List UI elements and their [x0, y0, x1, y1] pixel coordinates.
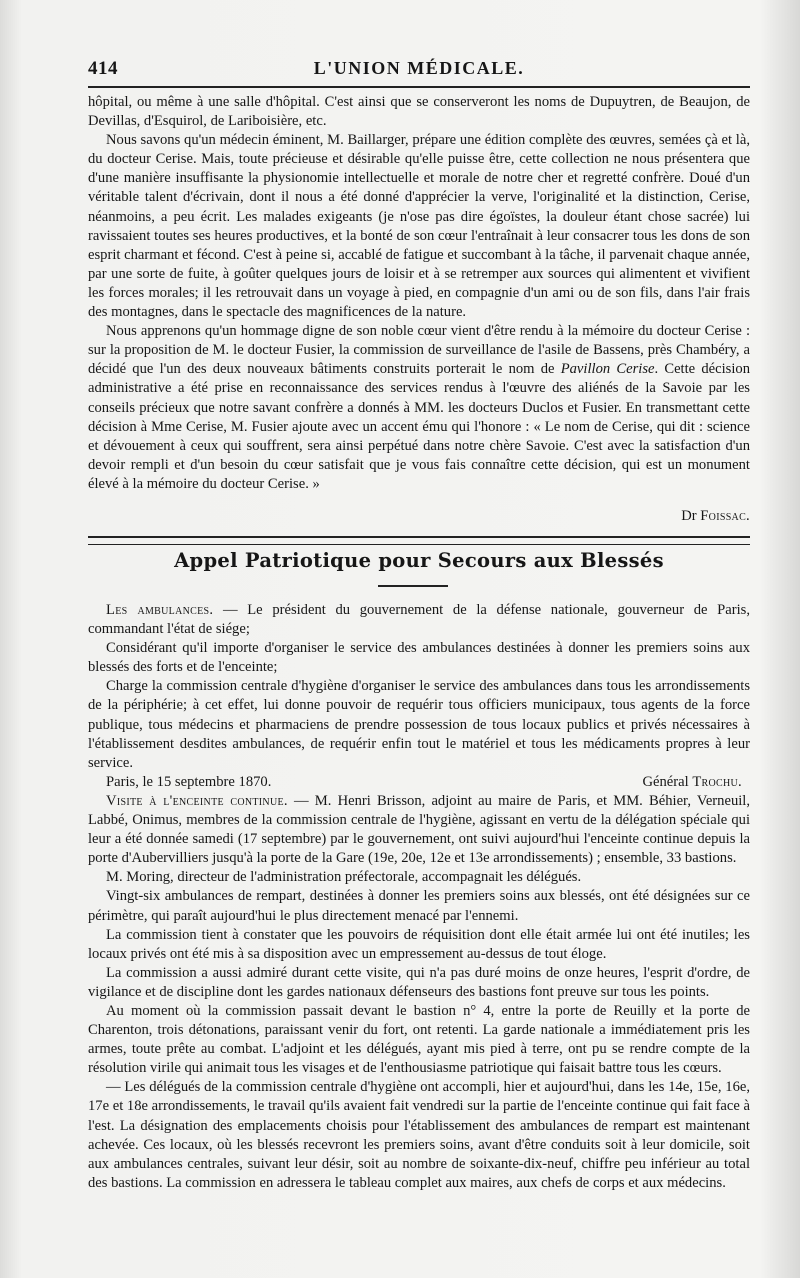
page-header: [88, 54, 750, 84]
paragraph: Nous savons qu'un médecin éminent, M. Baillarger, prépare une édition complète des œuvres, semées çà et là, du docteur Cerise. Mais, toute précieuse et désirable qu'elle puisse être, cette collection ne nous présentera que d'une manière insuffisante la physionomie intellectuelle et morale de notre cher et regretté confrère. Doué d'un véritable talent d'écrivain, dont il nous a été donné d'apprécier la verve, l'originalité et la distinction, Cerise, néanmoins, a peu écrit. Les malades exigeants (je n'ose pas dire égoïstes, la douleur étant chose sacrée) lui ravissaient toutes ses heures productives, et la bonté de son cœur l'entraînait à leur consacrer tous les dons de son esprit charmant et fécond. C'est à peine si, accablé de fatigue et succombant à la tâche, il parvenait chaque année, par une sorte de fuite, à goûter quelques jours de loisir et à se retremper aux sources qui alimentent et vivifient les forces morales; il les retrouvait dans un voyage à pied, en compagnie d'un ami ou de son fils, dans l'air frais des montagnes, dans le spectacle des magnificences de la nature.: [88, 132, 750, 321]
paragraph-lead: Les ambulances.: [106, 602, 214, 618]
paragraph: [88, 792, 750, 868]
paragraph: Vingt-six ambulances de rempart, destinées à donner les premiers soins aux blessés, ont été désignées sur ce périmètre, qui paraît aujourd'hui le plus directement menacé par l'ennemi.: [88, 888, 750, 924]
signature-title: Dr: [681, 508, 701, 524]
text-run: — Le président du gouvernement de la défense nationale, gouverneur de Paris, commandant l'état de siége;: [88, 602, 751, 638]
signatory-name: Trochu.: [692, 773, 742, 790]
paragraph: [88, 322, 750, 494]
paragraph: La commission tient à constater que les pouvoirs de réquisition dont elle était armée lui ont été inutiles; les locaux privés ont été mis à sa disposition avec un empressement au-dessus de tout éloge.: [88, 926, 750, 962]
section-divider: [88, 536, 750, 545]
paragraph: — Les délégués de la commission centrale d'hygiène ont accompli, hier et aujourd'hui, dans les 14e, 15e, 16e, 17e et 18e arrondissements, le travail qu'ils avaient fait vendredi sur la partie de l'enceinte continue qui fait face à l'est. La désignation des emplacements choisis pour l'établissement des ambulances de rempart est maintenant achevée. Ces locaux, où les blessés recevront les premiers soins, avant d'être conduits soit à leur domicile, soit aux ambulances centrales, suivant leur désir, soit au nombre de soixante-dix-neuf, chiffre peu inférieur au total des bastions. La commission en adressera le tableau complet aux maires, aux chefs de corps et aux médecins.: [88, 1079, 750, 1191]
pavilion-name: Pavillon Cerise: [560, 361, 655, 378]
title-underline: [378, 585, 448, 587]
paragraph: La commission a aussi admiré durant cette visite, qui n'a pas duré moins de onze heures, l'esprit d'ordre, de vigilance et de discipline dont les gardes nationaux défenseurs des bastions font preuve sur tous les points.: [88, 964, 750, 1000]
page-number: 414: [88, 58, 118, 79]
obituary-article: [88, 93, 750, 494]
paragraph: Au moment où la commission passait devant le bastion n° 4, entre la porte de Reuilly et la porte de Charenton, trois détonations, paraissant venir du fort, ont retenti. La garde nationale a immédiatement pris les armes, toute prête au combat. L'adjoint et les délégués, ayant mis pied à terre, ont pu se rendre compte de la résolution virile qui animait tous les visages et de l'enthousiasme patriotique qui faisait battre tous les cœurs.: [88, 1002, 750, 1077]
signatory-title: Général: [642, 773, 693, 790]
paragraph-lead: Visite à l'enceinte continue.: [106, 792, 288, 809]
author-signature: [681, 508, 750, 525]
decree-date-line: [88, 773, 750, 792]
paragraph: Charge la commission centrale d'hygiène d'organiser le service des ambulances dans tous les arrondissements de la périphérie; à cet effet, lui donne pouvoir de requérir tous officiers municipaux, tous agents de la force publique, tous médecins et pharmaciens de prendre possession de tous locaux publics et privés nécessaires à l'établissement desdites ambulances, de requérir enfin tout le matériel et tous les médicaments propres à leur service.: [88, 678, 750, 771]
paragraph: [88, 601, 750, 639]
text-run: Nous apprenons qu'un hommage digne de son noble cœur vient d'être rendu à la mémoire du docteur Cerise : sur la proposition de M. le docteur Fusier, la commission de surveillance de l'asile de Bassens, près Chambéry, a décidé que l'un des deux nouveaux bâtiments construits porterait le nom de: [88, 323, 750, 378]
decree-date: Paris, le 15 septembre 1870.: [106, 773, 272, 790]
header-rule: [88, 86, 750, 88]
section-title: Appel Patriotique pour Secours aux Blessés: [174, 549, 664, 572]
paragraph: hôpital, ou même à une salle d'hôpital. C'est ainsi que se conserveront les noms de Dupuytren, de Beaujon, de Devillas, d'Esquirol, de Lariboisière, etc.: [88, 94, 750, 130]
paragraph: M. Moring, directeur de l'administration préfectorale, accompagnait les délégués.: [106, 869, 582, 886]
text-run: — M. Henri Brisson, adjoint au maire de Paris, et MM. Béhier, Verneuil, Labbé, Onimus, membres de la commission centrale de l'hygiène, agissant en vertu de la délégation spéciale qui leur a été donnée samedi (17 septembre) par le gouvernement, ont suivi aujourd'hui l'enceinte continue depuis la porte d'Aubervilliers jusqu'à la porte de la Gare (19e, 20e, 12e et 13e arrondissements) ; ensemble, 33 bastions.: [88, 792, 750, 867]
appeal-article: [88, 601, 750, 1193]
running-title: L'UNION MÉDICALE.: [313, 58, 525, 78]
paragraph: Considérant qu'il importe d'organiser le service des ambulances destinées à donner les premiers soins aux blessés des forts et de l'enceinte;: [88, 640, 750, 676]
signature-name: Foissac.: [700, 508, 750, 524]
text-run: . Cette décision administrative a été prise en reconnaissance des services rendus à l'œuvre des aliénés de la Savoie par les conseils précieux que notre savant confrère a donnés à MM. les docteurs Duclos et Fusier. En transmettant cette décision à Mme Cerise, M. Fusier ajoute avec un accent ému qui l'honore : « Le nom de Cerise, qui dit : science et dévouement à ceux qui souffrent, sera ainsi perpétué dans notre chère Savoie. C'est avec la satisfaction d'un devoir rempli et d'un besoin du cœur satisfait que je vous fais connaître cette décision, qui est un monument élevé à la mémoire du docteur Cerise. »: [88, 361, 750, 492]
decree-signatory: [642, 773, 742, 792]
